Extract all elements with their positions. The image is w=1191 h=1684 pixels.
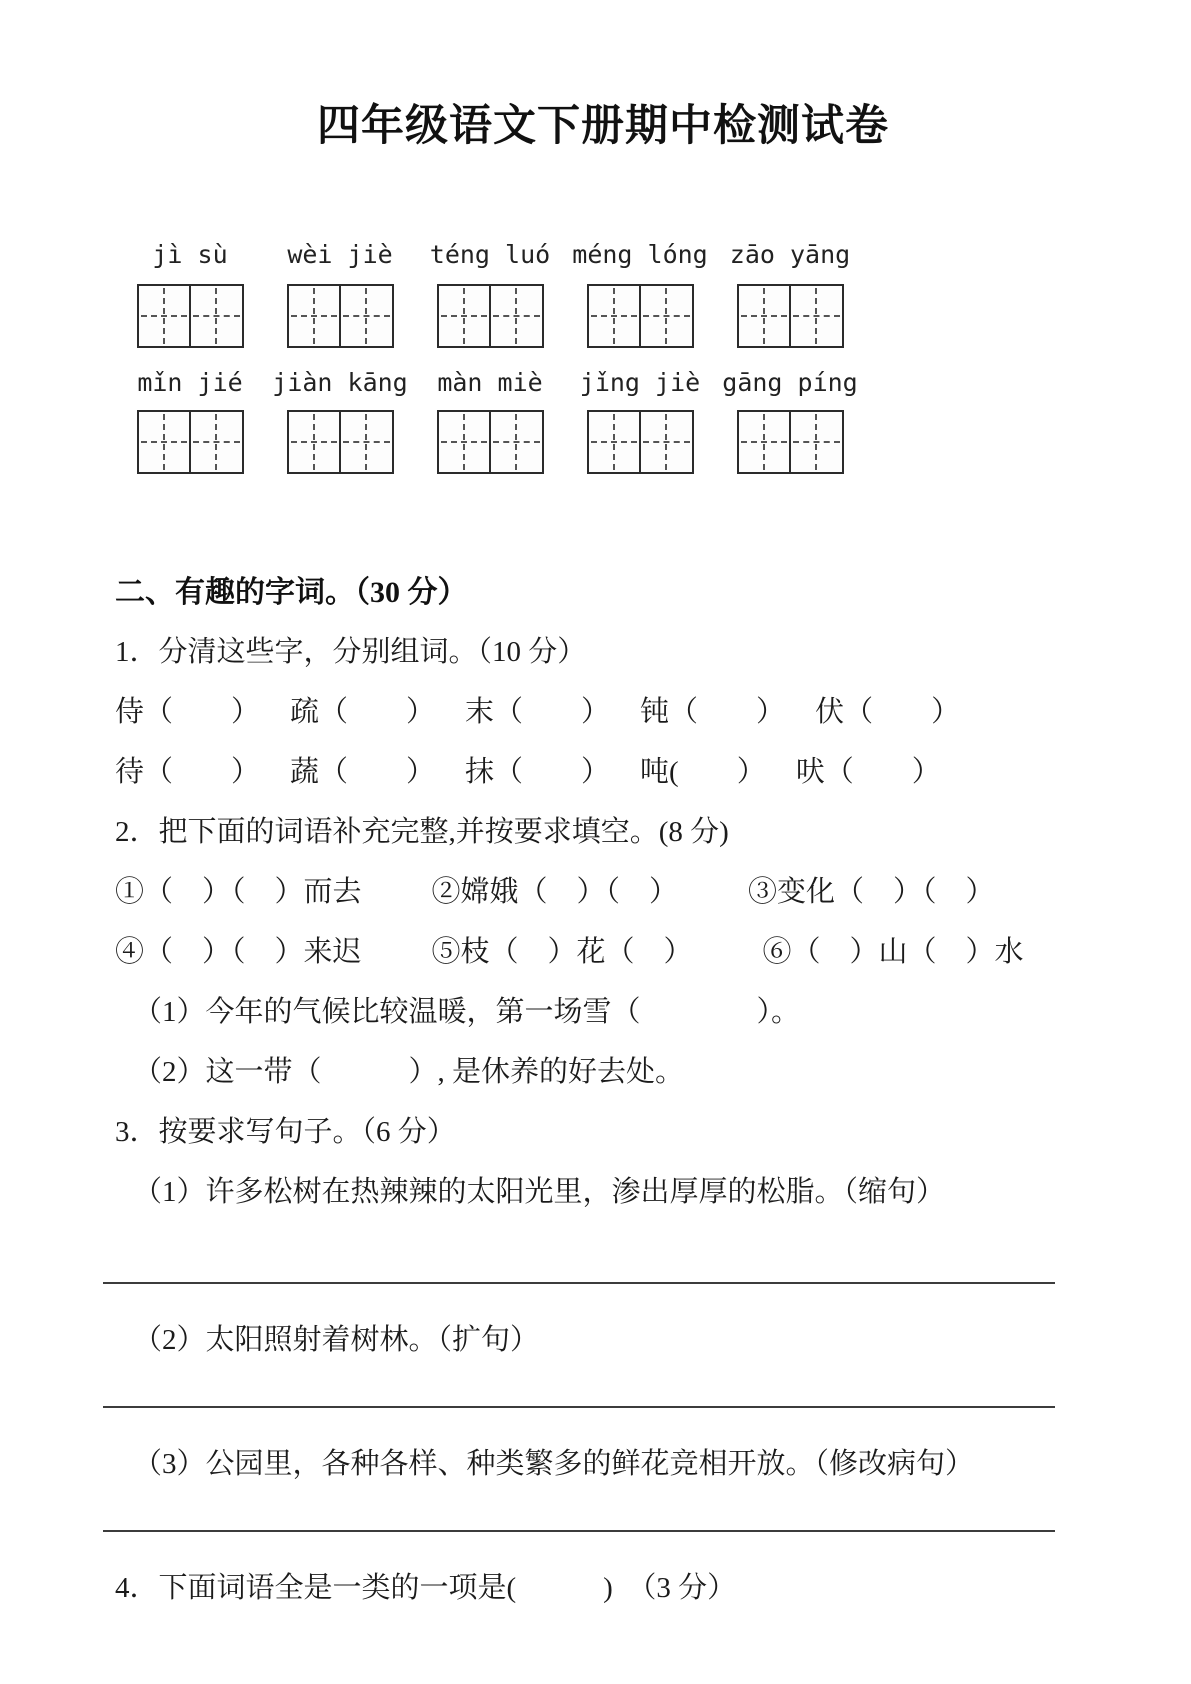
word-blank[interactable]: 蔬（ ） <box>290 756 436 788</box>
q1-word-row-b <box>115 752 1091 792</box>
question-4-prompt: 4．下面词语全是一类的一项是( ) （3 分） <box>115 1572 737 1604</box>
word-blank[interactable]: 伏（ ） <box>815 696 961 728</box>
grid-cell <box>589 286 640 346</box>
idiom-blank[interactable]: ②嫦娥（ ）（ ） <box>431 876 679 908</box>
word-blank[interactable]: 抹（ ） <box>465 756 611 788</box>
q3-sub-2: （2）太阳照射着树林。（扩句） <box>133 1324 540 1356</box>
grid-cell <box>639 412 692 472</box>
writing-grid[interactable] <box>437 410 544 474</box>
pinyin-writing-section <box>115 240 865 474</box>
grid-cell <box>489 286 542 346</box>
q2-sub-2: （2）这一带（ ）, 是休养的好去处。 <box>133 1056 685 1088</box>
exam-title: 四年级语文下册期中检测试卷 <box>317 102 889 150</box>
grid-cell <box>439 412 490 472</box>
grid-cell <box>339 286 392 346</box>
pinyin-label: jiàn kāng <box>272 368 408 397</box>
idiom-blank[interactable]: ③变化（ ）（ ） <box>748 876 995 908</box>
idiom-blank[interactable]: ⑥（ ）山（ ）水 <box>762 936 1024 968</box>
grid-cell <box>439 286 490 346</box>
pinyin-row-2 <box>115 368 865 398</box>
word-blank[interactable]: 侍（ ） <box>115 696 261 728</box>
idiom-blank[interactable]: ⑤枝（ ）花（ ） <box>431 936 693 968</box>
writing-grid[interactable] <box>287 410 394 474</box>
writing-grid[interactable] <box>137 284 244 348</box>
pinyin-label: màn miè <box>437 368 543 397</box>
question-2-prompt: 2．把下面的词语补充完整,并按要求填空。(8 分) <box>115 816 729 848</box>
writing-grid[interactable] <box>137 410 244 474</box>
writing-grid[interactable] <box>587 410 694 474</box>
writing-grid[interactable] <box>437 284 544 348</box>
answer-line[interactable] <box>103 1530 1055 1532</box>
writing-grid[interactable] <box>587 284 694 348</box>
pinyin-label: mǐn jié <box>137 368 243 397</box>
idiom-blank[interactable]: ①（ ）（ ）而去 <box>115 876 362 908</box>
idiom-blank[interactable]: ④（ ）（ ）来迟 <box>115 936 362 968</box>
writing-grid[interactable] <box>737 410 844 474</box>
q3-sub-3: （3）公园里，各种各样、种类繁多的鲜花竞相开放。（修改病句） <box>133 1448 975 1480</box>
grid-cell <box>139 286 190 346</box>
pinyin-label: jǐng jiè <box>579 368 701 397</box>
word-blank[interactable]: 疏（ ） <box>290 696 436 728</box>
writing-grid-row-1 <box>115 284 865 348</box>
q2-blanks-row-1 <box>115 872 1091 912</box>
grid-cell <box>289 286 340 346</box>
word-blank[interactable]: 钝（ ） <box>640 696 786 728</box>
q3-sub-1: （1）许多松树在热辣辣的太阳光里，渗出厚厚的松脂。（缩句） <box>133 1176 946 1208</box>
grid-cell <box>789 412 842 472</box>
section-2-heading: 二、有趣的字词。（30 分） <box>115 576 468 609</box>
grid-cell <box>289 412 340 472</box>
writing-grid-row-2 <box>115 410 865 474</box>
answer-line[interactable] <box>103 1282 1055 1284</box>
q2-blanks-row-2 <box>115 932 1091 972</box>
word-blank[interactable]: 吨( ） <box>640 756 766 788</box>
grid-cell <box>789 286 842 346</box>
grid-cell <box>139 412 190 472</box>
pinyin-label: méng lóng <box>572 240 708 269</box>
question-3-prompt: 3．按要求写句子。（6 分） <box>115 1116 456 1148</box>
pinyin-row-1 <box>115 240 865 270</box>
pinyin-label: jì sù <box>152 240 228 269</box>
pinyin-label: téng luó <box>429 240 551 269</box>
question-1-prompt: 1．分清这些字，分别组词。（10 分） <box>115 636 587 668</box>
pinyin-label: gāng píng <box>722 368 858 397</box>
pinyin-label: wèi jiè <box>287 240 393 269</box>
word-blank[interactable]: 末（ ） <box>465 696 611 728</box>
word-blank[interactable]: 吠（ ） <box>795 756 941 788</box>
grid-cell <box>489 412 542 472</box>
grid-cell <box>189 286 242 346</box>
word-blank[interactable]: 待（ ） <box>115 756 261 788</box>
writing-grid[interactable] <box>737 284 844 348</box>
answer-line[interactable] <box>103 1406 1055 1408</box>
grid-cell <box>589 412 640 472</box>
grid-cell <box>639 286 692 346</box>
pinyin-label: zāo yāng <box>729 240 851 269</box>
writing-grid[interactable] <box>287 284 394 348</box>
grid-cell <box>739 412 790 472</box>
grid-cell <box>189 412 242 472</box>
grid-cell <box>339 412 392 472</box>
q1-word-row-a <box>115 692 1091 732</box>
q2-sub-1: （1）今年的气候比较温暖，第一场雪（ ）。 <box>133 996 801 1028</box>
grid-cell <box>739 286 790 346</box>
